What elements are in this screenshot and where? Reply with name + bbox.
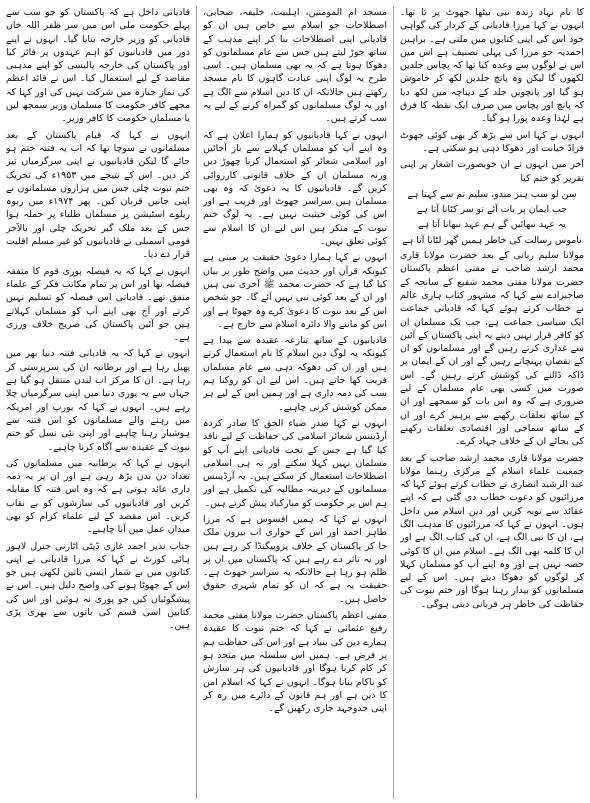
poem-line: یہ عہد نبھائیں گے ہم عہد نبھانا آتا ہے: [418, 219, 566, 231]
paragraph: آخر میں انہوں نے ان خوبصورت اشعار پر اپنی تقریر کو ختم کیا: [400, 159, 584, 184]
paragraph: انہوں نے کہا کہ ہمیں افسوس ہے کہ مرزا طاہر احمد اور اس کے حواری اب بیرون ملک جا کر پاکستان کے خلاف پروپیگنڈا کر رہے ہیں اور یہ تاثر دے رہے ہیں کہ پاکستان میں ان پر ظلم ہو رہا ہے حالانکہ یہ سراسر جھوٹ ہے۔ حقیقت یہ ہے کہ ان کو تمام شہری حقوق حاصل ہیں۔: [203, 513, 387, 605]
poem-line: جب ایمان پر بات آئے تو سر کٹانا آتا ہے: [416, 204, 568, 216]
column-middle: [203, 6, 387, 799]
poem-line: سن لو سب ہنر مندو، سلیم تم سے کہتا ہے: [407, 188, 577, 200]
paragraph: انہوں نے کہا کہ یہ قادیانی فتنہ دنیا بھر میں پھیل رہا ہے اور برطانیہ ان کی سرپرستی کر رہا ہے۔ ان کا مرکز اب لندن منتقل ہو گیا ہے جہاں سے یہ پوری دنیا میں اپنی سرگرمیاں چلا رہے ہیں۔ انہوں نے کہا کہ یورپ اور امریکہ میں رہنے والے مسلمانوں کو اس فتنہ سے ہوشیار رہنا چاہیے اور اپنی نئی نسل کو ختم نبوت کے عقیدہ سے آگاہ کرنا چاہیے۔: [6, 348, 190, 453]
paragraph: انہوں نے کہا ہمارا دعویٰ حقیقت پر مبنی ہے کیونکہ قرآن اور حدیث میں واضح طور پر بیان کیا گیا ہے کہ حضرت محمد ﷺ آخری نبی ہیں اور ان کے بعد کوئی نبی نہیں آئے گا۔ جو شخص اس کے بعد نبوت کا دعویٰ کرے وہ جھوٹا ہے اور اس کو ماننے والا دائرہ اسلام سے خارج ہے۔: [203, 252, 387, 330]
paragraph: انہوں نے کہا کہ قیام پاکستان کے بعد مسلمانوں نے سوچا تھا کہ اب یہ فتنہ ختم ہو جائے گا لیکن قادیانیوں نے اپنی سرگرمیاں تیز کر دیں۔ اس کے نتیجے میں ۱۹۵۳ء کی تحریک ختم نبوت چلی جس میں ہزاروں مسلمانوں نے اپنی جانیں قربان کیں۔ پھر ۱۹۷۴ء میں ربوہ ریلوے اسٹیشن پر مسلمان طلباء پر حملہ ہوا جس کے بعد ملک گیر تحریک چلی اور بالآخر قومی اسمبلی نے قادیانیوں کو غیر مسلم اقلیت قرار دے دیا۔: [6, 129, 190, 261]
paragraph: قادیانی داخل ہے کہ پاکستان کو جو سب سے پہلے حکومت ملی اس میں سر ظفر اللہ خاں قادیانی کو وزیر خارجہ بنایا گیا۔ انہوں نے اپنے دور میں قادیانیوں کو اہم عہدوں پر فائز کیا اور پاکستان کی خارجہ پالیسی کو اپنے مذہبی مقاصد کے لیے استعمال کیا۔ اس نے قائد اعظم کی نماز جنازہ میں شرکت نہیں کی اور کہا کہ مجھے کافر حکومت کا مسلمان وزیر سمجھ لیں یا مسلمان حکومت کا کافر وزیر۔: [6, 7, 190, 125]
column-left: [6, 6, 190, 799]
paragraph: انہوں نے کہا قادیانیوں کو ہمارا اعلان ہے کہ وہ اپنے آپ کو مسلمان کہلانے سے باز آجائیں اور اسلامی شعائر کو استعمال کرنا چھوڑ دیں ورنہ مسلمان ان کے خلاف قانونی کارروائی کریں گے۔ قادیانیوں کا یہ دعویٰ کہ وہ بھی مسلمان ہیں سراسر جھوٹ اور فریب ہے اور اس کی کوئی حیثیت نہیں ہے۔ یہ لوگ ختم نبوت کے منکر ہیں اس لیے ان کا اسلام سے کوئی تعلق نہیں۔: [203, 129, 387, 248]
paragraph: جناب نذیر احمد غازی ڈپٹی اٹارنی جنرل لاہور ہائی کورٹ نے کہا کہ مرزا قادیانی نے اپنی کتابوں میں بے شمار ایسی باتیں لکھی ہیں جو اس کے جھوٹا ہونے کی واضح دلیل ہیں۔ اس نے پیشگوئیاں کیں جو پوری نہ ہوئیں اور اس کی کتابیں اسی قسم کی باتوں سے بھری پڑی ہیں۔: [6, 540, 190, 632]
paragraph: انہوں نے کہا اس سے بڑھ کر بھی کوئی جھوٹ فراڈ خیانت اور دھوکا دہی ہو سکتی ہے۔: [400, 129, 584, 154]
paragraph: انہوں نے کہا کہ برطانیہ میں مسلمانوں کی تعداد دن بدن بڑھ رہی ہے اور ان پر یہ ذمہ داری عائد ہوتی ہے کہ وہ اس فتنہ کا مقابلہ کریں اور قادیانیوں کی سازشوں کو بے نقاب کریں۔ اس مقصد کے لیے علماء کرام کو بھی میدان عمل میں آنا چاہیے۔: [6, 457, 190, 536]
poem-line: ناموس رسالت کی خاطر ہمیں گھر لٹانا آتا ہے: [402, 234, 582, 246]
paragraph: مولانا سلیم ربانی کے بعد حضرت مولانا قاری محمد ارشد صاحب نے مفتی اعظم پاکستان حضرت مولانا مفتی محمد شفیع کے سانحہ کے صاحبزادے سے کہا کہ مشہور کتاب ہاری عالم نے خطاب کرتے ہوئے کہا کہ قادیانی جماعت ایک سیاسی جماعت ہے، جب تک مسلمان ان کو کافر قرار نہیں دیتے یہ اپنی پاکستان کے آئین سے غداری کرتے رہیں گے اور مسلمانوں کو ان کے نقصان پہنچاتے رہیں گے اور ان کے ایمان پر ڈاکہ ڈالنے کی کوشش کرتے رہیں گے۔ اس صورت میں کسی بھی عام مسلمان کے لیے ضروری ہے کہ وہ اس بات کو سمجھے اور ان کے ساتھ تعلقات رکھنے سے پرہیز کرے اور ان کے ساتھ سماجی اور اقتصادی تعلقات رکھنے کی بجائے ان کے خلاف جہاد کرے۔: [400, 250, 584, 448]
column-divider: [196, 6, 197, 799]
paragraph: مسجد ام المومنین، اہلبیت، خلیفہ، صحابی، اصطلاحات جو اسلام سے خاص ہیں ان کو قادیانی اپنی اصطلاحات بنا کر اپنے مذہب کے ساتھ جوڑ لیتے ہیں جس سے عام مسلمانوں کو دھوکا ہوتا ہے کہ یہ بھی مسلمان ہیں۔ اسی طرح یہ لوگ اپنی عبادت گاہوں کا نام مسجد رکھتے ہیں حالانکہ ان کا دین اسلام سے الگ ہے اور یہ لوگ مسلمانوں کو گمراہ کرنے کے لیے یہ سب کرتے ہیں۔: [203, 7, 387, 125]
paragraph: مفتی اعظم پاکستان حضرت مولانا مفتی محمد رفیع عثمانی نے کہا کہ ختم نبوت کا عقیدہ ہمارے دین کی بنیاد ہے اور اس کی حفاظت ہم پر فرض ہے۔ ہمیں اس سلسلہ میں متحد ہو کر کام کرنا ہوگا اور قادیانیوں کی ہر سازش کو ناکام بنانا ہوگا۔ انہوں نے کہا کہ اسلام امن کا دین ہے اور ہم قانون کے دائرے میں رہ کر اپنی جدوجہد جاری رکھیں گے۔: [203, 610, 387, 715]
paragraph: کا نام نہاد زندہ نبی بیٹھا جھوٹ پر تا تھا۔ انہوں نے کہا مرزا قادیانی کے کردار کی گواہی خود اس کی اپنی کتابوں میں ملتی ہے۔ براہین احمدیہ جو مرزا کی پہلی تصنیف ہے اس میں اس نے لوگوں سے وعدہ کیا تھا کہ پچاس جلدیں لکھوں گا لیکن وہ پانچ جلدیں لکھ کر خاموش ہو گیا اور پانچویں جلد کے دیباچہ میں لکھ دیا کہ پانچ اور پچاس میں صرف ایک نقطہ کا فرق ہے لہٰذا وعدہ پورا ہو گیا۔: [400, 7, 584, 125]
paragraph: قادیانیوں کے ساتھ تنازعہ عقیدہ سے بیدا ہے کیونکہ یہ لوگ دین اسلام کا نام استعمال کرتے ہیں اور ان کی دھوکہ دہی سے عام مسلمان فریب کھا جاتے ہیں۔ اس لیے ان کو روکنا ہم سب کی ذمہ داری ہے اور ہمیں اس کے لیے ہر ممکن کوشش کرنی چاہیے۔: [203, 335, 387, 413]
column-divider: [393, 6, 394, 799]
paragraph: انہوں نے کہا کہ یہ فیصلہ پوری قوم کا متفقہ فیصلہ تھا اور اس پر تمام مکاتب فکر کے علماء متفق تھے۔ قادیانی اس فیصلہ کو تسلیم نہیں کرتے اور آج بھی اپنے آپ کو مسلمان کہلاتے ہیں جو آئین پاکستان کی صریح خلاف ورزی ہے۔: [6, 265, 190, 344]
paragraph: حضرت مولانا قاری محمد ارشد صاحب کے بعد جمعیت علماء اسلام کے مرکزی رہنما مولانا عبد الرشید انصاری نے خطاب کرتے ہوئے کہا کہ مرزائیوں کو دعوت خطاب دی گئی ہے کہ اپنے عقائد سے توبہ کریں اور دین اسلام میں داخل ہوں۔ انہوں نے کہا کہ مرزائیوں کا مذہب الگ ہے، ان کا نبی الگ ہے، ان کی کتاب الگ ہے اور ان کا کلمہ بھی الگ ہے۔ اسلام میں ان کا کوئی حصہ نہیں ہے اور وہ اپنے آپ کو مسلمان کہلا کر لوگوں کو دھوکا دیتے ہیں۔ اس کے لیے مسلمانوں کو بیدار رہنا ہوگا اور ختم نبوت کی حفاظت کی خاطر ہر قربانی دینی ہوگی۔: [400, 452, 584, 610]
column-right: [400, 6, 584, 799]
paragraph: انہوں نے کہا صدر ضیاء الحق کا صادر کردہ آرڈیننس شعائر اسلامی کی حفاظت کے لیے نافذ کیا گیا ہے جس کے تحت قادیانی اپنے آپ کو مسلمان نہیں کہلا سکتے اور نہ ہی اسلامی اصطلاحات استعمال کر سکتے ہیں۔ یہ آرڈیننس مسلمانوں کے دیرینہ مطالبہ کی تکمیل ہے اور ہم اس پر حکومت کو مبارکباد پیش کرتے ہیں۔: [203, 417, 387, 509]
